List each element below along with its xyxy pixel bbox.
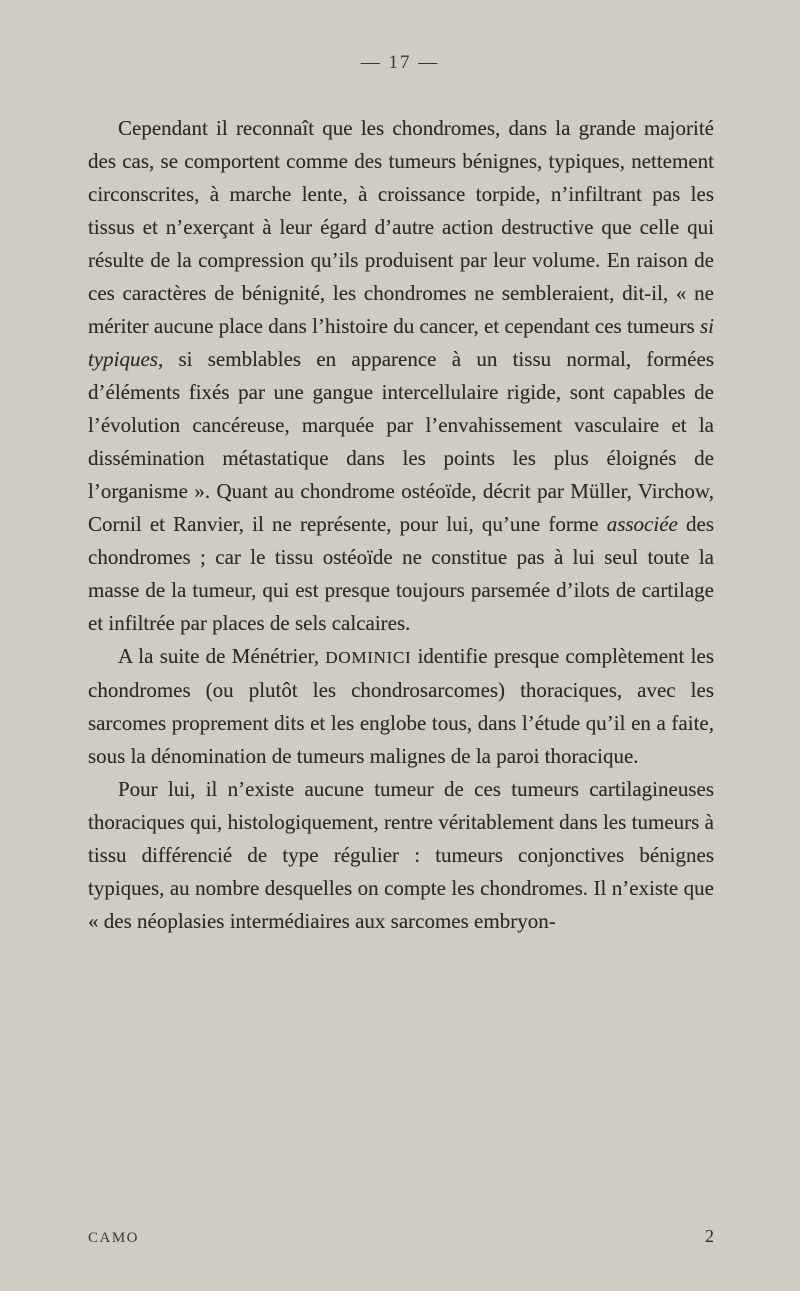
page-header: [0, 52, 800, 74]
paragraph-2-text: identifie presque complètement les chondromes (ou plutôt les chondrosarcomes) thoraciques, avec les sarcomes proprement dits et les englobe tous, dans l’étude qu’il en a faite, sous la dénomination de tumeurs malignes de la paroi thoracique.: [88, 644, 714, 768]
paragraph-1-emphasis-associee: associée: [606, 512, 678, 536]
paragraph-2-text: A la suite de Ménétrier,: [118, 644, 326, 668]
paragraph-1: [88, 112, 714, 640]
paragraph-1-text: , si semblables en apparence à un tissu normal, formées d’éléments fixés par une gangue intercellulaire rigide, sont capables de l’évolution cancéreuse, marquée par l’envahissement vasculaire et la dissémination métastatique dans les points les plus éloignés de l’organisme ». Quant au chondrome ostéoïde, décrit par Müller, Virchow, Cornil et Ranvier, il ne représente, pour lui, qu’une forme: [88, 347, 714, 536]
paragraph-2-author-dominici: DOMINICI: [325, 648, 412, 667]
signature-mark: CAMO: [88, 1230, 140, 1246]
page-footer: [88, 1226, 714, 1247]
page-number: — 17 —: [360, 52, 440, 73]
text-block: [88, 112, 714, 938]
paragraph-1-text: des chondromes ; car le tissu ostéoïde ne constitue pas à lui seul toute la masse de la tumeur, qui est presque toujours parsemée d’ilots de cartilage et infiltrée par places de sels calcaires.: [88, 512, 714, 635]
sheet-number: 2: [705, 1226, 714, 1246]
paragraph-3: [88, 773, 714, 938]
paragraph-1-text: Cependant il reconnaît que les chondromes, dans la grande majorité des cas, se comportent comme des tumeurs bénignes, typiques, nettement circonscrites, à marche lente, à croissance torpide, n’infiltrant pas les tissus et n’exerçant à leur égard d’autre action destructive que celle qui résulte de la compression qu’ils produisent par leur volume. En raison de ces caractères de bénignité, les chondromes ne sembleraient, dit-il, « ne mériter aucune place dans l’histoire du cancer, et cependant ces tumeurs: [88, 116, 714, 338]
paragraph-3-text: Pour lui, il n’existe aucune tumeur de ces tumeurs cartilagineuses thoraciques qui, histologiquement, rentre véritablement dans les tumeurs à tissu différencié de type régulier : tumeurs conjonctives bénignes typiques, au nombre desquelles on compte les chondromes. Il n’existe que « des néoplasies intermédiaires aux sarcomes embryon-: [88, 777, 714, 933]
paragraph-2: [88, 640, 714, 773]
paragraph-1-emphasis-typiques: si typiques: [88, 314, 714, 371]
